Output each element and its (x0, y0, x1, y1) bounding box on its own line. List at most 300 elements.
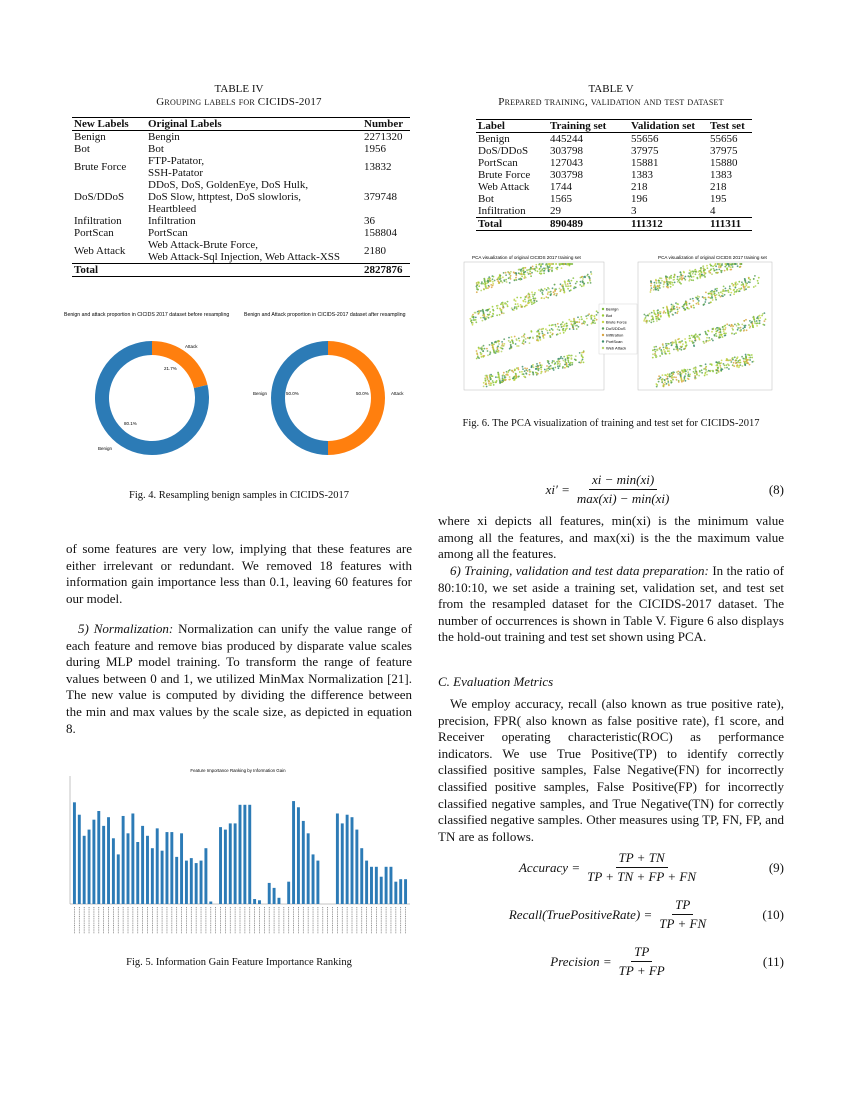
pca-point (518, 376, 520, 378)
donut-slice-benign (271, 341, 328, 455)
pca-point (576, 328, 578, 330)
pca-point (724, 329, 726, 331)
pca-point (480, 310, 482, 312)
pca-point (513, 379, 515, 381)
fig4-left-title: Benign and attack proportion in CICIDS 2017 dataset before resampling (64, 312, 230, 318)
pca-point (749, 354, 751, 356)
pca-point (714, 269, 716, 271)
pca-point (534, 292, 536, 294)
pca-point (654, 313, 656, 315)
pca-point (553, 369, 555, 371)
pca-point (517, 303, 519, 305)
pca-point (579, 284, 581, 286)
pca-point (759, 323, 761, 325)
pca-point (753, 278, 755, 280)
pca-point (693, 336, 695, 338)
pca-point (540, 339, 542, 341)
pca-point (485, 383, 487, 385)
table4-new-label: DoS/DDoS (74, 191, 125, 203)
pca-point (699, 334, 701, 336)
eq10-number: (10) (762, 906, 784, 922)
pca-point (747, 354, 749, 356)
eq9-lhs: Accuracy = (518, 859, 581, 875)
pca-point (575, 287, 577, 289)
pca-point (722, 336, 724, 338)
pca-point (531, 331, 533, 333)
pca-point (482, 320, 484, 322)
legend-label: Infiltration (606, 332, 624, 338)
pca-point (514, 336, 516, 338)
fig5-bar (92, 820, 95, 904)
pca-point (529, 374, 531, 376)
pca-point (682, 275, 684, 277)
fig5-bar (307, 833, 310, 904)
pca-point (759, 320, 761, 322)
pca-point (738, 288, 740, 290)
pca-point (744, 280, 746, 282)
fig5-bar (200, 861, 203, 904)
fig5-bar (170, 832, 173, 904)
pca-point (537, 373, 539, 375)
pca-point (720, 362, 722, 364)
pca-point (704, 375, 706, 377)
pca-point (576, 321, 578, 323)
left-para-2-body: Normalization can unify the value range of each feature and remove bias produced by disparate value scales during MLP model training. To transform the range of feature values between 0 and 1, we utilized MinMax Normalization [21]. The new value is computed by dividing the difference between the min and max values by the scale size, as depicted in equation 8. (66, 621, 412, 736)
pca-point (548, 263, 550, 265)
pca-point (730, 361, 732, 363)
pca-point (544, 270, 546, 272)
section-c-heading: C. Evaluation Metrics (438, 674, 554, 689)
fig4-left-benign-label: Benign (98, 446, 113, 451)
pca-point (533, 300, 535, 302)
pca-point (734, 324, 736, 326)
pca-point (542, 290, 544, 292)
pca-point (492, 278, 494, 280)
pca-point (689, 273, 691, 275)
pca-point (704, 269, 706, 271)
pca-point (587, 274, 589, 276)
pca-point (493, 384, 495, 386)
right-para-2-heading: 6) Training, validation and test data preparation: (450, 563, 709, 578)
pca-point (748, 324, 750, 326)
pca-point (705, 367, 707, 369)
pca-point (711, 364, 713, 366)
pca-point (693, 270, 695, 272)
pca-point (727, 290, 729, 292)
fig6-pca-plots (446, 252, 776, 400)
pca-point (749, 279, 751, 281)
pca-point (735, 281, 737, 283)
pca-point (499, 382, 501, 384)
fig6-left-title: PCA visualization of original CICIDS 2017 training set (472, 255, 581, 260)
pca-point (723, 286, 725, 288)
table4-caption (66, 83, 412, 109)
fig4-left-attack-pct: 21.7% (164, 366, 177, 371)
pca-point (477, 289, 479, 291)
pca-point (686, 344, 688, 346)
pca-point (524, 271, 526, 273)
pca-point (557, 329, 559, 331)
pca-point (650, 281, 652, 283)
pca-point (539, 333, 541, 335)
pca-point (713, 293, 715, 295)
pca-point (718, 269, 720, 271)
pca-point (762, 313, 764, 315)
pca-point (732, 285, 734, 287)
pca-point (735, 263, 737, 265)
pca-point (521, 336, 523, 338)
pca-point (739, 359, 741, 361)
pca-point (681, 381, 683, 383)
pca-point (503, 312, 505, 314)
table4-original-labels (146, 215, 362, 227)
pca-point (540, 367, 542, 369)
pca-point (524, 367, 526, 369)
pca-point (560, 289, 562, 291)
pca-point (720, 296, 722, 298)
pca-point (544, 371, 546, 373)
pca-point (664, 381, 666, 383)
pca-point (532, 337, 534, 339)
pca-point (497, 305, 499, 307)
pca-point (581, 352, 583, 354)
pca-point (565, 285, 567, 287)
pca-point (487, 350, 489, 352)
pca-point (575, 355, 577, 357)
pca-point (666, 383, 668, 385)
pca-point (523, 335, 525, 337)
pca-point (723, 333, 725, 335)
pca-point (701, 372, 703, 374)
pca-point (685, 373, 687, 375)
pca-point (583, 351, 585, 353)
pca-point (721, 263, 723, 265)
pca-point (650, 291, 652, 293)
pca-point (673, 349, 675, 351)
pca-point (681, 346, 683, 348)
pca-point (731, 283, 733, 285)
pca-point (559, 288, 561, 290)
pca-point (527, 272, 529, 274)
pca-point (547, 293, 549, 295)
pca-point (490, 379, 492, 381)
pca-point (525, 369, 527, 371)
fig4-right-attack-pct: 50.0% (356, 391, 369, 396)
table5-cell: 303798 (550, 169, 583, 181)
pca-point (694, 269, 696, 271)
pca-point (744, 326, 746, 328)
pca-point (476, 284, 478, 286)
pca-point (596, 319, 598, 321)
pca-point (578, 362, 580, 364)
fig5-bar (229, 823, 232, 904)
table5-title: TABLE V (588, 83, 634, 95)
pca-point (749, 326, 751, 328)
pca-point (729, 288, 731, 290)
pca-point (564, 364, 566, 366)
pca-point (669, 281, 671, 283)
pca-point (655, 351, 657, 353)
pca-point (737, 362, 739, 364)
pca-point (530, 275, 532, 277)
pca-point (483, 356, 485, 358)
pca-point (508, 370, 510, 372)
pca-point (570, 355, 572, 357)
pca-point (658, 375, 660, 377)
pca-point (715, 330, 717, 332)
pca-point (661, 350, 663, 352)
pca-point (654, 282, 656, 284)
pca-point (507, 374, 509, 376)
pca-point (669, 376, 671, 378)
pca-point (470, 320, 472, 322)
pca-point (492, 306, 494, 308)
pca-point (652, 357, 654, 359)
pca-point (724, 325, 726, 327)
pca-point (541, 371, 543, 373)
pca-point (757, 280, 759, 282)
pca-point (501, 312, 503, 314)
pca-point (499, 314, 501, 316)
pca-point (733, 362, 735, 364)
pca-point (502, 307, 504, 309)
pca-point (715, 299, 717, 301)
pca-point (663, 312, 665, 314)
pca-point (506, 281, 508, 283)
pca-point (656, 318, 658, 320)
pca-point (529, 297, 531, 299)
pca-point (714, 295, 716, 297)
pca-point (737, 356, 739, 358)
pca-point (716, 294, 718, 296)
pca-point (738, 281, 740, 283)
fig5-bar (83, 836, 86, 904)
legend-label: Brute Force (606, 319, 627, 325)
pca-point (516, 338, 518, 340)
pca-point (710, 270, 712, 272)
pca-point (703, 341, 705, 343)
pca-point (592, 319, 594, 321)
eq11-numerator: TP (631, 944, 652, 962)
table5-cell: 29 (550, 205, 561, 217)
pca-point (732, 325, 734, 327)
pca-point (485, 375, 487, 377)
pca-point (483, 382, 485, 384)
table4-original-label-line: DDoS, DoS, GoldenEye, DoS Hulk, (148, 179, 309, 191)
pca-point (693, 345, 695, 347)
pca-point (680, 341, 682, 343)
pca-point (542, 263, 544, 265)
pca-point (745, 357, 747, 359)
pca-point (581, 285, 583, 287)
pca-point (478, 285, 480, 287)
pca-point (708, 370, 710, 372)
pca-point (518, 345, 520, 347)
pca-point (489, 314, 491, 316)
legend-label: Bot (606, 313, 613, 318)
pca-point (689, 375, 691, 377)
table4-original-label-line: Bengin (148, 131, 180, 143)
pca-point (726, 323, 728, 325)
pca-point (723, 330, 725, 332)
pca-point (543, 267, 545, 269)
pca-point (657, 288, 659, 290)
equation-8 (438, 472, 784, 507)
table4-new-label: Benign (74, 131, 106, 143)
pca-point (669, 311, 671, 313)
pca-point (542, 328, 544, 330)
pca-point (524, 376, 526, 378)
pca-point (718, 266, 720, 268)
pca-point (567, 283, 569, 285)
pca-point (717, 362, 719, 364)
table-row (476, 157, 752, 169)
pca-point (531, 272, 533, 274)
pca-point (655, 289, 657, 291)
pca-point (529, 369, 531, 371)
pca-point (556, 295, 558, 297)
eq8-numerator: xi − min(xi) (589, 472, 657, 490)
pca-point (516, 308, 518, 310)
fig5-bar (97, 811, 100, 904)
pca-point (495, 341, 497, 343)
pca-point (524, 298, 526, 300)
pca-point (535, 366, 537, 368)
pca-point (563, 325, 565, 327)
pca-point (545, 328, 547, 330)
pca-point (674, 282, 676, 284)
pca-point (564, 324, 566, 326)
pca-point (658, 319, 660, 321)
pca-point (527, 337, 529, 339)
pca-point (666, 378, 668, 380)
pca-point (511, 339, 513, 341)
pca-point (489, 344, 491, 346)
table-row (476, 169, 752, 181)
table5-cell: 1565 (550, 193, 572, 205)
pca-point (540, 263, 542, 265)
pca-point (561, 323, 563, 325)
pca-point (745, 319, 747, 321)
pca-point (516, 297, 518, 299)
pca-point (518, 338, 520, 340)
pca-point (652, 353, 654, 355)
pca-point (509, 376, 511, 378)
pca-point (520, 304, 522, 306)
pca-point (722, 293, 724, 295)
table5-body (476, 133, 752, 218)
pca-point (540, 266, 542, 268)
pca-point (745, 288, 747, 290)
eq10-lhs: Recall(TruePositiveRate) = (508, 906, 653, 922)
fig5-bar (370, 867, 373, 904)
pca-point (715, 333, 717, 335)
pca-point (689, 303, 691, 305)
pca-point (524, 306, 526, 308)
pca-point (741, 281, 743, 283)
pca-point (487, 278, 489, 280)
pca-point (561, 267, 563, 269)
pca-point (522, 366, 524, 368)
pca-point (684, 377, 686, 379)
pca-point (480, 317, 482, 319)
pca-point (566, 366, 568, 368)
pca-point (523, 301, 525, 303)
pca-point (533, 298, 535, 300)
pca-point (659, 347, 661, 349)
pca-point (493, 343, 495, 345)
pca-point (544, 369, 546, 371)
pca-point (712, 340, 714, 342)
pca-point (497, 280, 499, 282)
pca-point (725, 288, 727, 290)
pca-point (711, 338, 713, 340)
pca-point (657, 289, 659, 291)
fig4-right-benign-label: Benign (253, 391, 268, 396)
pca-point (531, 301, 533, 303)
pca-point (557, 333, 559, 335)
pca-point (511, 346, 513, 348)
pca-point (707, 267, 709, 269)
table4-title: TABLE IV (214, 83, 264, 95)
pca-point (475, 312, 477, 314)
pca-point (504, 302, 506, 304)
eq11-lhs: Precision = (550, 953, 612, 969)
pca-point (663, 286, 665, 288)
pca-point (700, 267, 702, 269)
pca-point (764, 320, 766, 322)
pca-point (503, 279, 505, 281)
table5-cell: 1383 (631, 169, 653, 181)
pca-point (751, 354, 753, 356)
pca-point (670, 277, 672, 279)
pca-point (649, 320, 651, 322)
pca-point (584, 323, 586, 325)
pca-point (718, 263, 720, 265)
pca-point (684, 309, 686, 311)
pca-point (522, 373, 524, 375)
pca-point (706, 334, 708, 336)
pca-point (540, 369, 542, 371)
pca-point (730, 292, 732, 294)
pca-point (530, 300, 532, 302)
pca-point (549, 291, 551, 293)
fig5-bar (185, 861, 188, 904)
pca-point (512, 342, 514, 344)
pca-point (482, 350, 484, 352)
table4-original-labels (146, 155, 362, 179)
pca-point (521, 371, 523, 373)
pca-point (717, 365, 719, 367)
table5-cell: Bot (478, 193, 494, 205)
pca-point (575, 283, 577, 285)
pca-point (718, 337, 720, 339)
left-para-2 (66, 621, 412, 737)
table5-cell: 218 (631, 181, 648, 193)
pca-point (587, 324, 589, 326)
pca-point (493, 310, 495, 312)
pca-point (712, 266, 714, 268)
pca-point (516, 367, 518, 369)
pca-point (519, 371, 521, 373)
pca-point (546, 296, 548, 298)
pca-point (718, 371, 720, 373)
fig5-bar (131, 813, 134, 904)
pca-point (571, 358, 573, 360)
pca-point (490, 316, 492, 318)
pca-point (743, 330, 745, 332)
fig5-bar (375, 867, 378, 904)
